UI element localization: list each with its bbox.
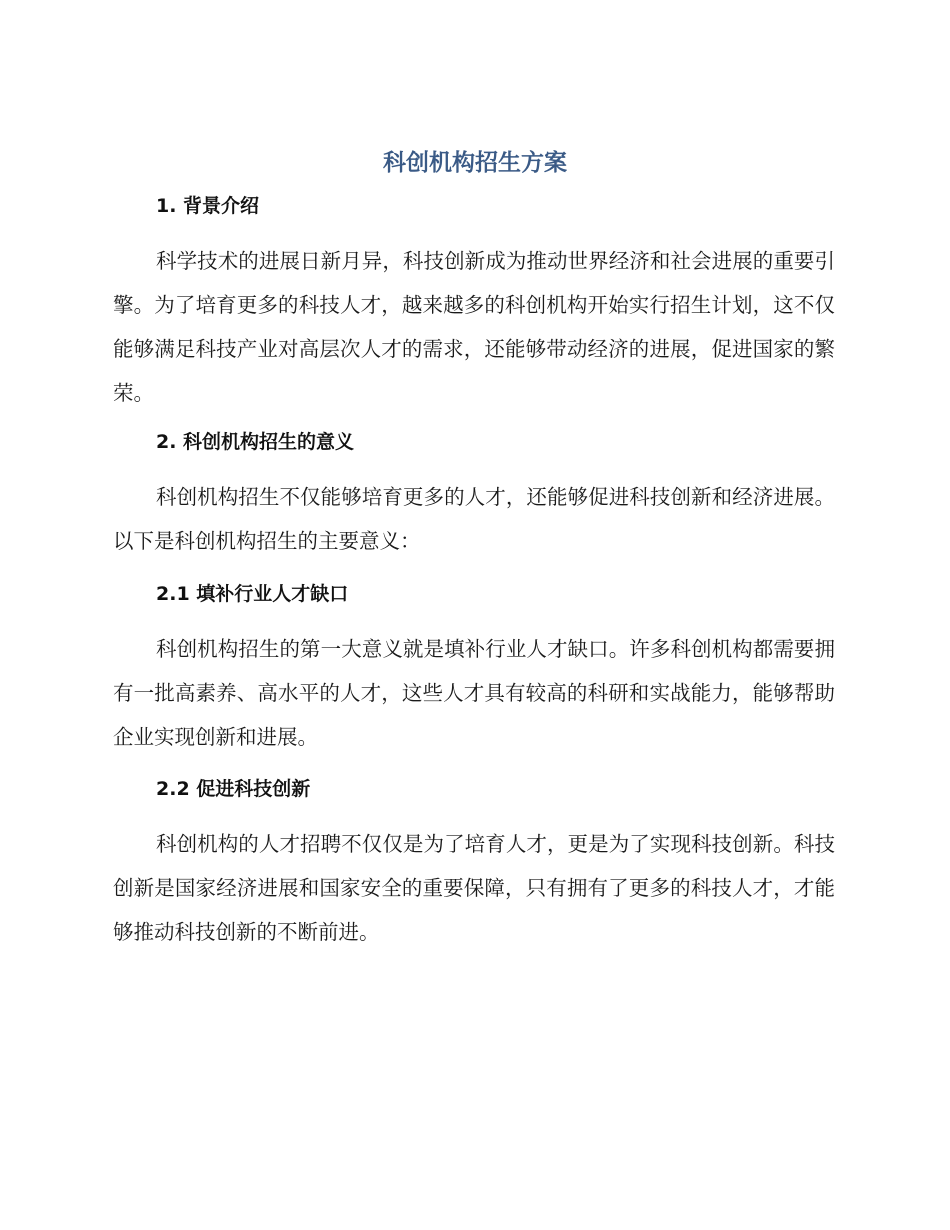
section-paragraph-significance: 科创机构招生不仅能够培育更多的人才，还能够促进科技创新和经济进展。以下是科创机构招生的主要意义： <box>113 485 835 553</box>
page-title: 科创机构招生方案 <box>383 150 567 176</box>
section-heading-talent-gap: 2.1 填补行业人才缺口 <box>156 583 349 605</box>
section-heading-innovation: 2.2 促进科技创新 <box>156 778 311 800</box>
section-paragraph-innovation: 科创机构的人才招聘不仅仅是为了培育人才，更是为了实现科技创新。科技创新是国家经济进展和国家安全的重要保障，只有拥有了更多的科技人才，才能够推动科技创新的不断前进。 <box>113 832 835 944</box>
section-heading-background: 1. 背景介绍 <box>156 195 260 217</box>
section-paragraph-background: 科学技术的进展日新月异，科技创新成为推动世界经济和社会进展的重要引擎。为了培育更多的科技人才，越来越多的科创机构开始实行招生计划，这不仅能够满足科技产业对高层次人才的需求，还能够带动经济的进展，促进国家的繁荣。 <box>113 249 835 405</box>
section-paragraph-talent-gap: 科创机构招生的第一大意义就是填补行业人才缺口。许多科创机构都需要拥有一批高素养、高水平的人才，这些人才具有较高的科研和实战能力，能够帮助企业实现创新和进展。 <box>113 637 835 749</box>
section-heading-significance: 2. 科创机构招生的意义 <box>156 431 355 453</box>
